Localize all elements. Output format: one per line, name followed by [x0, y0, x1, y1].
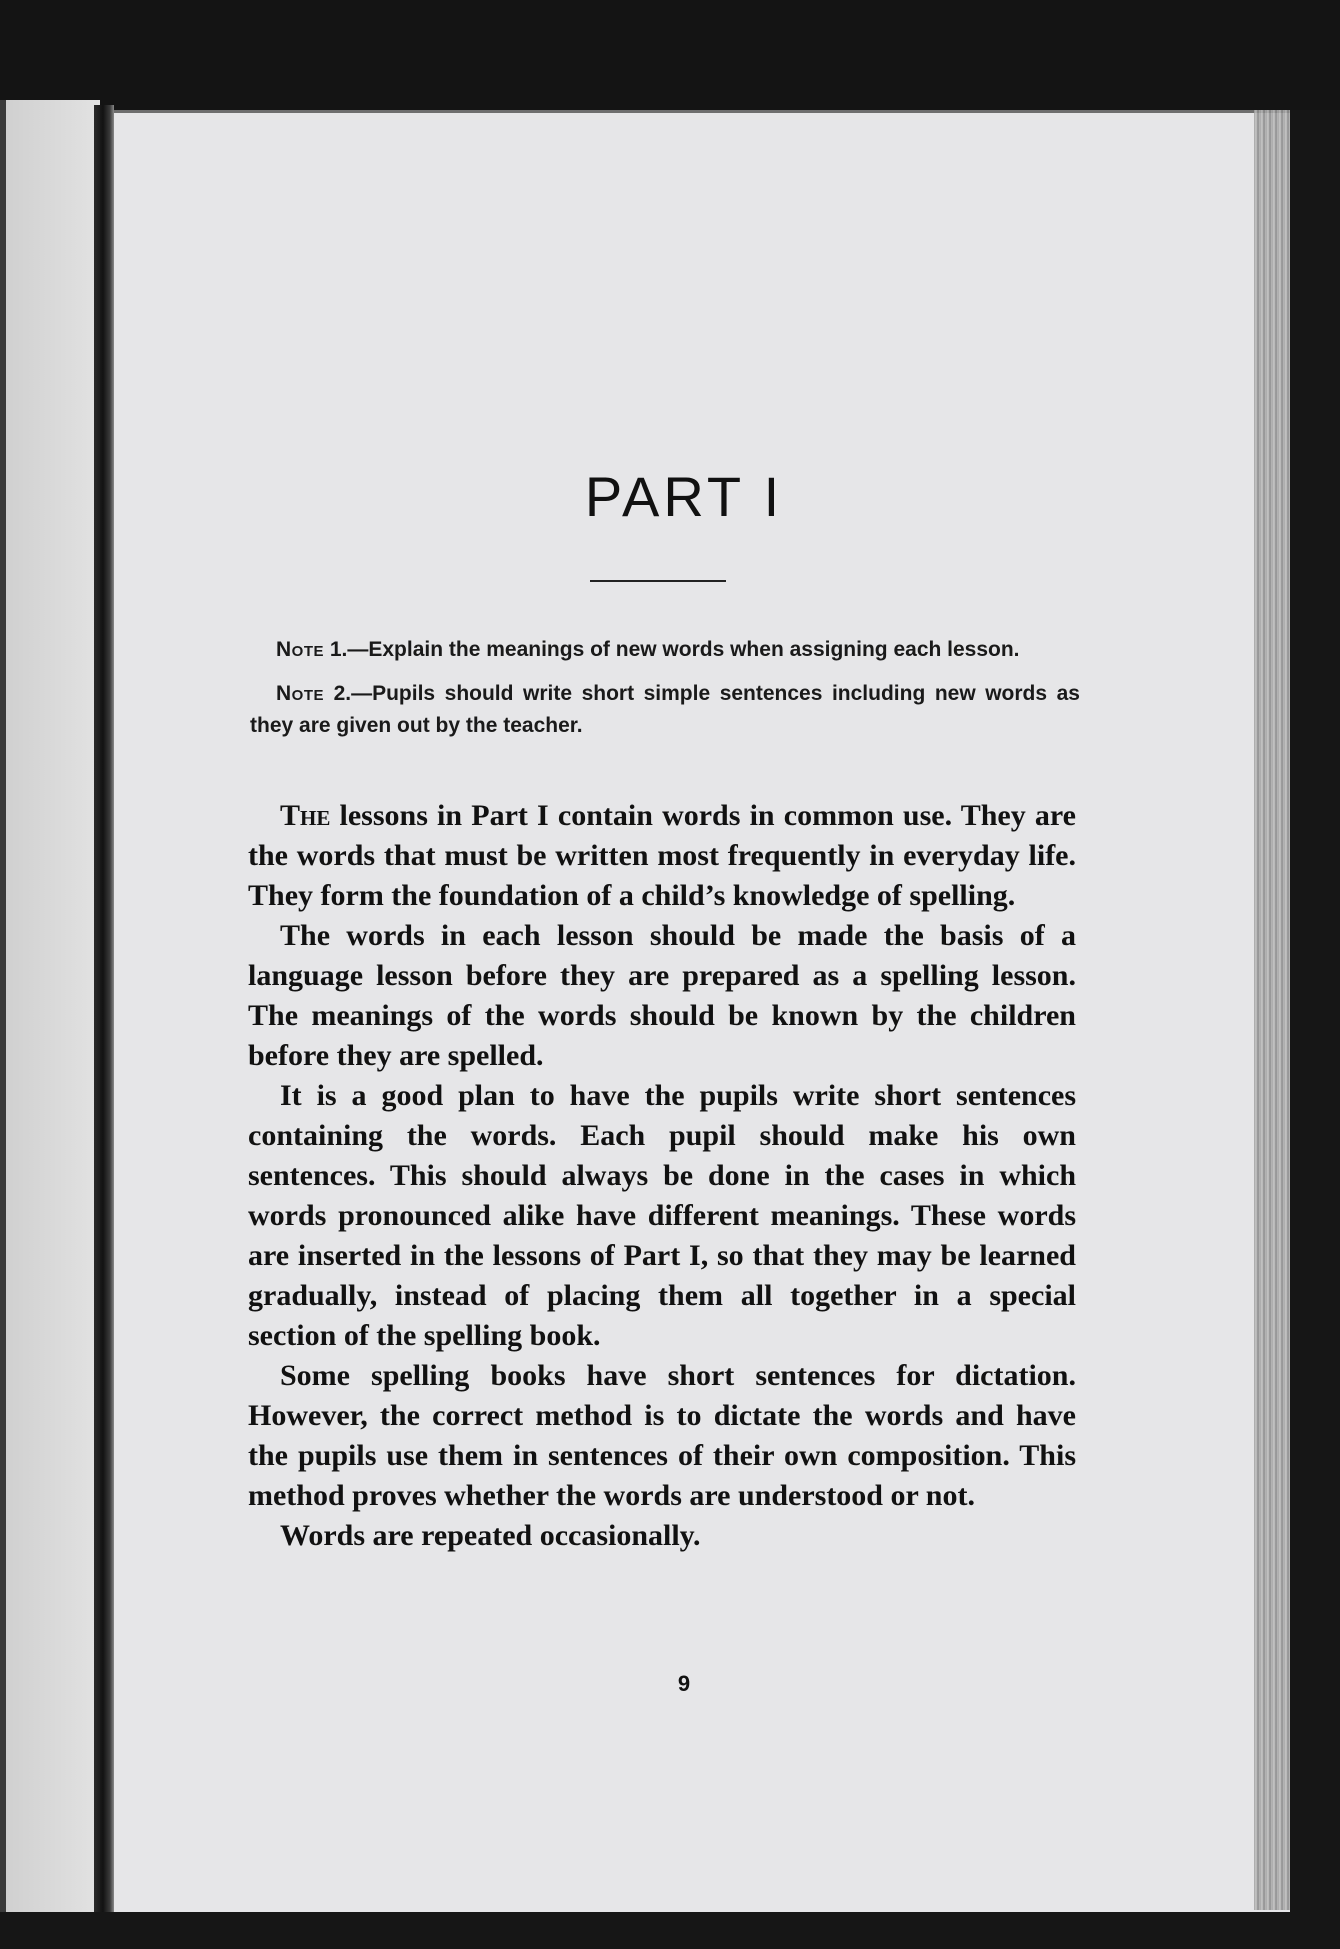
- heading-rule: [590, 580, 726, 582]
- note-1-label: Note: [276, 638, 325, 661]
- notes-block: [250, 634, 1080, 754]
- note-2-text: Pupils should write short simple sentences including new words as they are given out by the teacher.: [250, 682, 1080, 737]
- scan-background-top: [0, 0, 1340, 110]
- part-heading: PART I: [584, 465, 784, 528]
- body-text: [248, 796, 1076, 1556]
- note-1-number: 1.—: [324, 638, 369, 661]
- paragraph-1-text: lessons in Part I contain words in common use. They are the words that must be written most frequently in everyday life. They form the foundation of a child’s knowledge of spelling.: [248, 799, 1076, 912]
- note-2-number: 2.—: [324, 682, 373, 705]
- note-1: [250, 634, 1080, 666]
- paragraph-3: It is a good plan to have the pupils write short sentences containing the words. Each pupil should make his own sentences. This should always be done in the cases in which words pronounced alike have different meanings. These words are inserted in the lessons of Part I, so that they may be learned gradually, instead of placing them all together in a special section of the spelling book.: [248, 1079, 1076, 1352]
- note-1-text: Explain the meanings of new words when assigning each lesson.: [368, 638, 1020, 661]
- note-2: [250, 678, 1080, 742]
- paragraph-5: Words are repeated occasionally.: [280, 1519, 701, 1552]
- book-gutter: [94, 105, 114, 1915]
- page-stack-edge: [1254, 110, 1290, 1910]
- page-number: 9: [677, 1671, 691, 1696]
- paragraph-1-lead: The: [280, 799, 331, 832]
- facing-page-edge: [0, 100, 100, 1920]
- paragraph-4: Some spelling books have short sentences for dictation. However, the correct method is to dictate the words and have the pupils use them in sentences of their own composition. This method proves whether the words are understood or not.: [248, 1359, 1076, 1512]
- facing-page-shadow: [0, 100, 6, 1920]
- note-2-label: Note: [276, 682, 325, 705]
- scan-background-bottom: [0, 1912, 1340, 1949]
- paragraph-1: [248, 796, 1076, 916]
- paragraph-2: The words in each lesson should be made the basis of a language lesson before they are prepared as a spelling lesson. The meanings of the words should be known by the children before they are spelled.: [248, 919, 1076, 1072]
- scan-background-right: [1290, 110, 1340, 1949]
